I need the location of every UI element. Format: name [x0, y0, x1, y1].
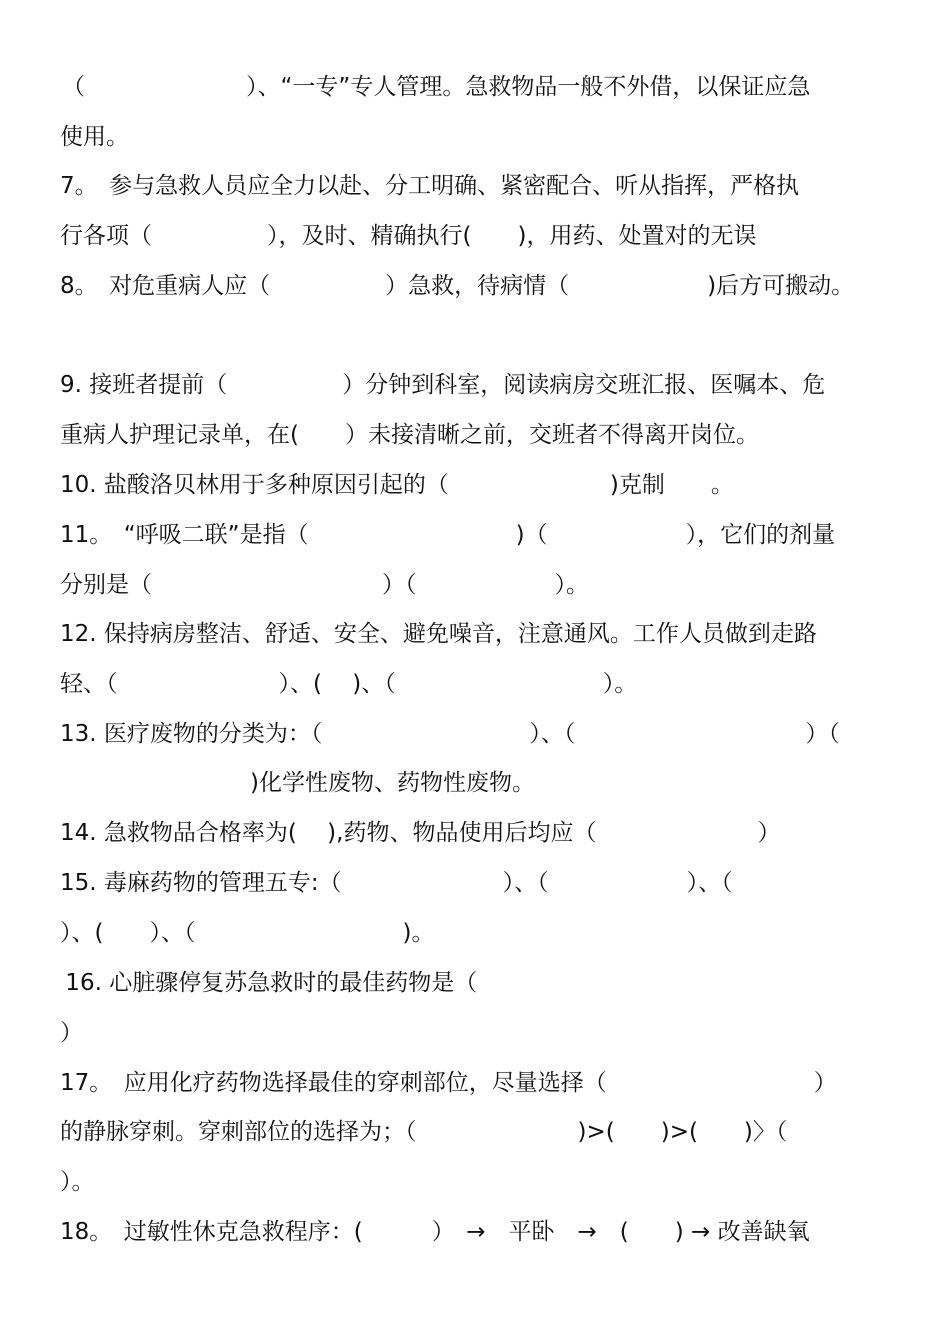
text-line-4: 行各项（ ），及时、精确执行( )，用药、处置对的无误 [60, 223, 757, 249]
text-line-13: 13. 医疗废物的分类为：（ ）、（ ）（ [60, 721, 840, 747]
text-line-6: 9. 接班者提前（ ）分钟到科室，阅读病房交班汇报、医嘱本、危 [60, 372, 826, 398]
text-line-7: 重病人护理记录单，在( ）未接清晰之前，交班者不得离开岗位。 [60, 422, 759, 448]
text-line-9: 11。 “呼吸二联”是指（ )（ ），它们的剂量 [60, 522, 836, 548]
text-line-18: 16. 心脏骤停复苏急救时的最佳药物是（ [58, 970, 478, 996]
text-line-2: 使用。 [60, 124, 129, 150]
text-line-19: ） [60, 1020, 83, 1046]
text-line-17: ）、( ）、（ )。 [60, 920, 435, 946]
text-line-11: 12. 保持病房整洁、舒适、安全、避免噪音，注意通风。工作人员做到走路 [60, 621, 817, 647]
text-line-22: ）。 [60, 1169, 95, 1195]
text-line-15: 14. 急救物品合格率为( ),药物、物品使用后均应（ ） [60, 820, 781, 846]
text-line-16: 15. 毒麻药物的管理五专:（ ）、（ ）、（ [60, 870, 733, 896]
text-line-1: （ ）、“一专”专人管理。急救物品一般不外借，以保证应急 [62, 74, 811, 100]
text-line-21: 的静脉穿刺。穿刺部位的选择为；（ )>( )>( )〉（ [60, 1119, 788, 1145]
text-line-5: 8。 对危重病人应（ ）急救，待病情（ )后方可搬动。 [60, 273, 855, 299]
text-line-8: 10. 盐酸洛贝林用于多种原因引起的（ )克制 。 [60, 472, 734, 498]
text-line-20: 17。 应用化疗药物选择最佳的穿刺部位，尽量选择（ ） [60, 1070, 837, 1096]
text-line-14: )化学性废物、药物性废物。 [20, 770, 535, 796]
text-line-23: 18。 过敏性休克急救程序：( ） → 平卧 → ( ) → 改善缺氧 [60, 1219, 810, 1245]
text-line-12: 轻、（ ）、( )、（ ）。 [60, 671, 638, 697]
text-line-10: 分别是（ ）（ ）。 [60, 572, 589, 598]
text-line-3: 7。 参与急救人员应全力以赴、分工明确、紧密配合、听从指挥，严格执 [60, 173, 800, 199]
